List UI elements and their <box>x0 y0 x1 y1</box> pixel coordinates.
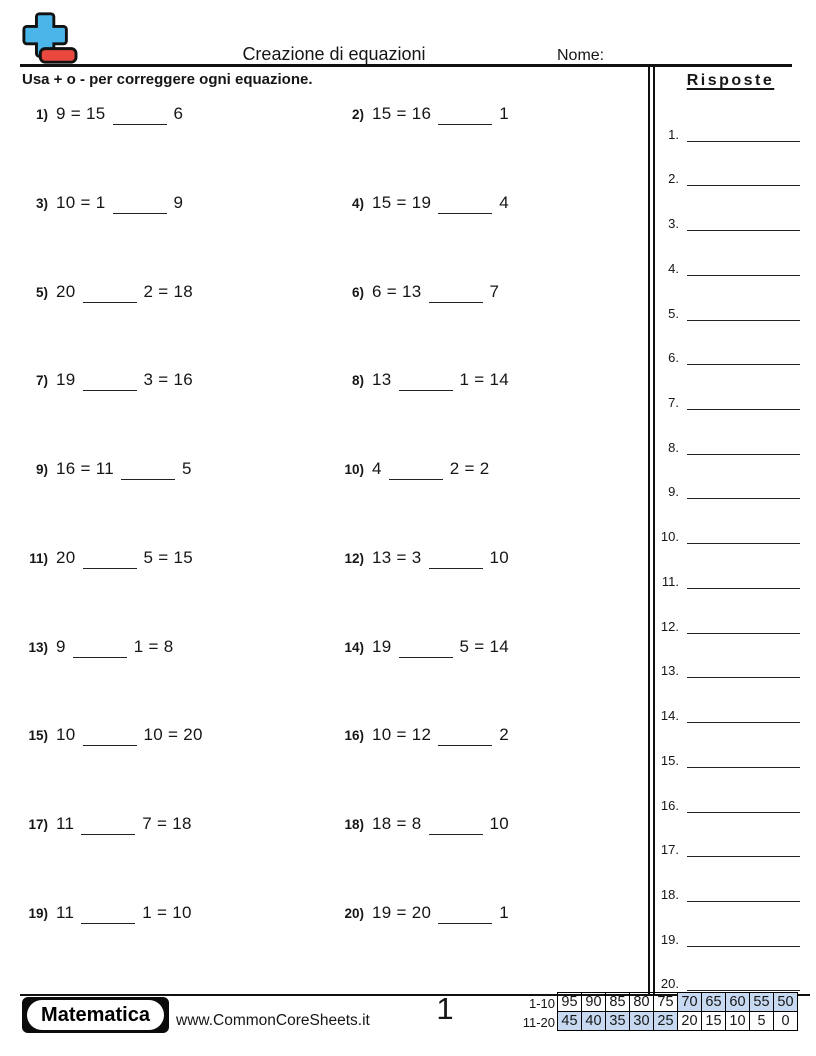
problem <box>336 364 652 453</box>
answer-row <box>655 947 806 992</box>
answer-number: 16. <box>660 797 679 813</box>
answer-line[interactable] <box>687 631 800 634</box>
equation <box>56 901 192 924</box>
grade-cell: 5 <box>750 1012 774 1031</box>
answer-line[interactable] <box>687 810 800 813</box>
grade-table-row <box>558 1012 798 1031</box>
answer-row <box>655 499 806 544</box>
equation-before: 19 <box>372 636 392 656</box>
problem <box>20 364 336 453</box>
grade-cell: 50 <box>774 993 798 1012</box>
equation <box>372 901 509 924</box>
problem <box>336 276 652 365</box>
problem <box>20 276 336 365</box>
equation-before: 10 = 12 <box>372 725 432 745</box>
answers-divider <box>648 66 655 995</box>
equation-before: 9 = 15 <box>56 104 106 123</box>
header-divider <box>20 64 792 67</box>
problem <box>336 631 652 720</box>
equation-after: 2 = 18 <box>143 281 194 301</box>
answer-number: 20. <box>660 976 679 992</box>
equation-after: 1 <box>499 902 510 922</box>
equation <box>56 368 193 391</box>
equation-after: 1 = 14 <box>459 370 510 390</box>
equation-after: 1 <box>499 104 510 123</box>
equation-before: 20 <box>56 281 76 301</box>
answer-row <box>655 321 806 366</box>
equation-before: 19 <box>56 370 76 390</box>
equation <box>56 191 183 214</box>
answer-row <box>655 902 806 947</box>
equation-blank[interactable] <box>83 546 137 569</box>
equation-before: 13 = 3 <box>372 547 422 567</box>
grade-table <box>557 992 798 1031</box>
problem-number: 14) <box>344 639 364 655</box>
problem <box>336 542 652 631</box>
answer-number: 12. <box>660 618 679 634</box>
answer-line[interactable] <box>687 765 800 768</box>
answer-row <box>655 813 806 858</box>
equation-before: 11 <box>56 814 75 833</box>
answer-line[interactable] <box>687 854 800 857</box>
answer-line[interactable] <box>687 139 800 142</box>
problem-number: 13) <box>28 639 48 655</box>
answer-line[interactable] <box>687 496 800 499</box>
equation-after: 7 = 18 <box>142 814 192 833</box>
grade-cell: 10 <box>726 1012 750 1031</box>
equation-after: 1 = 10 <box>142 902 192 922</box>
equation-after: 5 = 14 <box>459 636 510 656</box>
problem-number: 5) <box>35 284 48 300</box>
answer-row <box>655 678 806 723</box>
problem-number: 3) <box>35 195 48 211</box>
equation <box>372 280 499 303</box>
equation-blank[interactable] <box>83 368 137 391</box>
answer-number: 19. <box>660 931 679 947</box>
answer-row <box>655 231 806 276</box>
grade-cell: 20 <box>678 1012 702 1031</box>
equation-blank[interactable] <box>121 457 175 480</box>
answer-row <box>655 365 806 410</box>
equation <box>56 546 193 569</box>
grade-cell: 85 <box>606 993 630 1012</box>
grade-table-row <box>558 993 798 1012</box>
answer-row <box>655 589 806 634</box>
website-link[interactable]: www.CommonCoreSheets.it <box>176 1012 370 1029</box>
instruction-text: Usa + o - per correggere ogni equazione. <box>22 71 313 88</box>
problem <box>20 453 336 542</box>
answer-row <box>655 544 806 589</box>
equation-blank[interactable] <box>73 635 127 658</box>
answer-number: 15. <box>660 752 679 768</box>
answer-line[interactable] <box>687 407 800 410</box>
equation-before: 15 = 19 <box>372 192 432 212</box>
equation-blank[interactable] <box>81 812 135 835</box>
grade-row1-label: 1-10 <box>528 996 555 1011</box>
equation <box>372 812 509 835</box>
problem-number: 10) <box>344 462 364 477</box>
answer-number: 1. <box>668 126 679 142</box>
equation-before: 19 = 20 <box>372 902 432 922</box>
problem-number: 19) <box>28 905 48 921</box>
problem-number: 17) <box>28 817 48 832</box>
answer-number: 7. <box>668 395 679 411</box>
equation <box>372 546 509 569</box>
equation-blank[interactable] <box>438 191 492 214</box>
problem <box>20 187 336 276</box>
answer-number: 2. <box>668 171 679 187</box>
problem-number: 11) <box>29 550 48 566</box>
answer-number: 3. <box>668 216 679 232</box>
equation-after: 6 <box>173 104 184 123</box>
equation-blank[interactable] <box>438 102 492 125</box>
equation-blank[interactable] <box>399 635 453 658</box>
problem <box>336 98 652 187</box>
answer-line[interactable] <box>687 228 800 231</box>
problem-number: 7) <box>35 373 48 389</box>
equation <box>372 635 509 658</box>
equation-after: 3 = 16 <box>143 370 194 390</box>
answer-number: 5. <box>668 305 679 321</box>
answer-number: 4. <box>668 260 679 276</box>
answer-line[interactable] <box>687 720 800 723</box>
equation-before: 11 <box>56 902 75 922</box>
answer-number: 9. <box>668 484 679 500</box>
equation-before: 4 <box>372 459 382 478</box>
problem <box>20 631 336 720</box>
equation-after: 10 <box>489 814 510 833</box>
equation-blank[interactable] <box>83 723 137 746</box>
answer-line[interactable] <box>687 541 800 544</box>
grade-cell: 60 <box>726 993 750 1012</box>
answer-line[interactable] <box>687 452 800 455</box>
equation-after: 5 = 15 <box>143 547 194 567</box>
answer-row <box>655 186 806 231</box>
grade-row2-label: 11-20 <box>522 1015 555 1030</box>
equation-before: 9 <box>56 636 66 656</box>
problem <box>20 542 336 631</box>
equation <box>372 457 490 480</box>
answer-row <box>655 634 806 679</box>
equation-blank[interactable] <box>113 191 167 214</box>
equation <box>56 635 174 658</box>
grade-cell: 65 <box>702 993 726 1012</box>
problem <box>20 719 336 808</box>
problems-grid <box>20 98 652 986</box>
equation-before: 13 <box>372 370 392 390</box>
equation <box>56 280 193 303</box>
answer-line[interactable] <box>687 944 800 947</box>
equation-before: 6 = 13 <box>372 281 422 301</box>
grade-cell: 90 <box>582 993 606 1012</box>
equation-blank[interactable] <box>438 723 492 746</box>
grade-cell: 95 <box>558 993 582 1012</box>
problem <box>336 719 652 808</box>
equation-after: 7 <box>489 281 500 301</box>
answer-row <box>655 410 806 455</box>
equation-after: 2 <box>499 725 510 745</box>
equation-after: 10 = 20 <box>143 725 203 745</box>
problem <box>336 897 652 986</box>
problem <box>336 808 652 897</box>
equation <box>372 723 509 746</box>
equation-blank[interactable] <box>429 280 483 303</box>
answer-line[interactable] <box>687 586 800 589</box>
grade-cell: 45 <box>558 1012 582 1031</box>
problem-number: 12) <box>344 550 364 566</box>
equation <box>372 368 509 391</box>
problem <box>20 808 336 897</box>
name-label: Nome: <box>557 47 605 64</box>
equation-after: 9 <box>173 192 184 212</box>
grade-cell: 25 <box>654 1012 678 1031</box>
grade-cell: 30 <box>630 1012 654 1031</box>
grade-cell: 75 <box>654 993 678 1012</box>
answer-number: 10. <box>660 529 679 545</box>
equation-before: 10 = 1 <box>56 192 106 212</box>
equation-after: 1 = 8 <box>133 636 174 656</box>
equation <box>372 191 509 214</box>
problem-number: 8) <box>351 373 364 389</box>
equation-before: 10 <box>56 725 76 745</box>
answer-number: 11. <box>661 573 679 589</box>
equation-before: 20 <box>56 547 76 567</box>
problem <box>20 98 336 187</box>
equation <box>372 102 509 125</box>
answer-number: 8. <box>668 439 679 455</box>
problem-number: 1) <box>35 107 48 122</box>
grade-cell: 0 <box>774 1012 798 1031</box>
answer-number: 13. <box>660 663 679 679</box>
grade-cell: 70 <box>678 993 702 1012</box>
answer-row <box>655 276 806 321</box>
answer-row <box>655 768 806 813</box>
brand-badge <box>22 997 169 1033</box>
answers-title: Risposte <box>686 72 775 89</box>
problem-number: 4) <box>351 195 364 211</box>
equation-blank[interactable] <box>399 368 453 391</box>
answer-row <box>655 97 806 142</box>
answer-number: 17. <box>660 842 679 858</box>
equation-before: 16 = 11 <box>56 459 115 478</box>
grade-cell: 80 <box>630 993 654 1012</box>
equation-before: 18 = 8 <box>372 814 422 833</box>
problem-number: 2) <box>351 107 364 122</box>
answer-line[interactable] <box>687 988 800 991</box>
equation <box>56 457 192 480</box>
problem-number: 18) <box>344 817 364 832</box>
equation-blank[interactable] <box>389 457 443 480</box>
equation-after: 2 = 2 <box>449 459 490 478</box>
problem <box>336 453 652 542</box>
equation-after: 4 <box>499 192 510 212</box>
problem-number: 16) <box>344 728 364 744</box>
page-title: Creazione di equazioni <box>242 44 426 64</box>
answers-list <box>655 97 806 991</box>
answer-line[interactable] <box>687 318 800 321</box>
problem-number: 9) <box>35 462 48 477</box>
answer-number: 18. <box>660 886 679 902</box>
problem-number: 15) <box>28 728 48 744</box>
equation-blank[interactable] <box>81 901 135 924</box>
problem <box>336 187 652 276</box>
answer-number: 14. <box>660 708 679 724</box>
answer-line[interactable] <box>687 675 800 678</box>
equation-blank[interactable] <box>438 901 492 924</box>
equation-blank[interactable] <box>83 280 137 303</box>
answer-line[interactable] <box>687 183 800 186</box>
equation-after: 5 <box>182 459 192 478</box>
equation-blank[interactable] <box>429 546 483 569</box>
equation-after: 10 <box>489 547 510 567</box>
equation-blank[interactable] <box>113 102 167 125</box>
problem <box>20 897 336 986</box>
grade-cell: 40 <box>582 1012 606 1031</box>
answer-line[interactable] <box>687 362 800 365</box>
equation <box>56 102 183 125</box>
equation <box>56 723 203 746</box>
answer-line[interactable] <box>687 273 800 276</box>
grade-cell: 35 <box>606 1012 630 1031</box>
answer-row <box>655 857 806 902</box>
answer-row <box>655 723 806 768</box>
page-number: 1 <box>436 991 454 1026</box>
answer-number: 6. <box>668 350 679 366</box>
answer-row <box>655 142 806 187</box>
answer-row <box>655 455 806 500</box>
brand-label: Matematica <box>27 1000 164 1030</box>
grade-cell: 15 <box>702 1012 726 1031</box>
equation-before: 15 = 16 <box>372 104 432 123</box>
problem-number: 6) <box>351 284 364 300</box>
problem-number: 20) <box>344 905 364 921</box>
equation <box>56 812 192 835</box>
equation-blank[interactable] <box>429 812 483 835</box>
grade-cell: 55 <box>750 993 774 1012</box>
answer-line[interactable] <box>687 899 800 902</box>
